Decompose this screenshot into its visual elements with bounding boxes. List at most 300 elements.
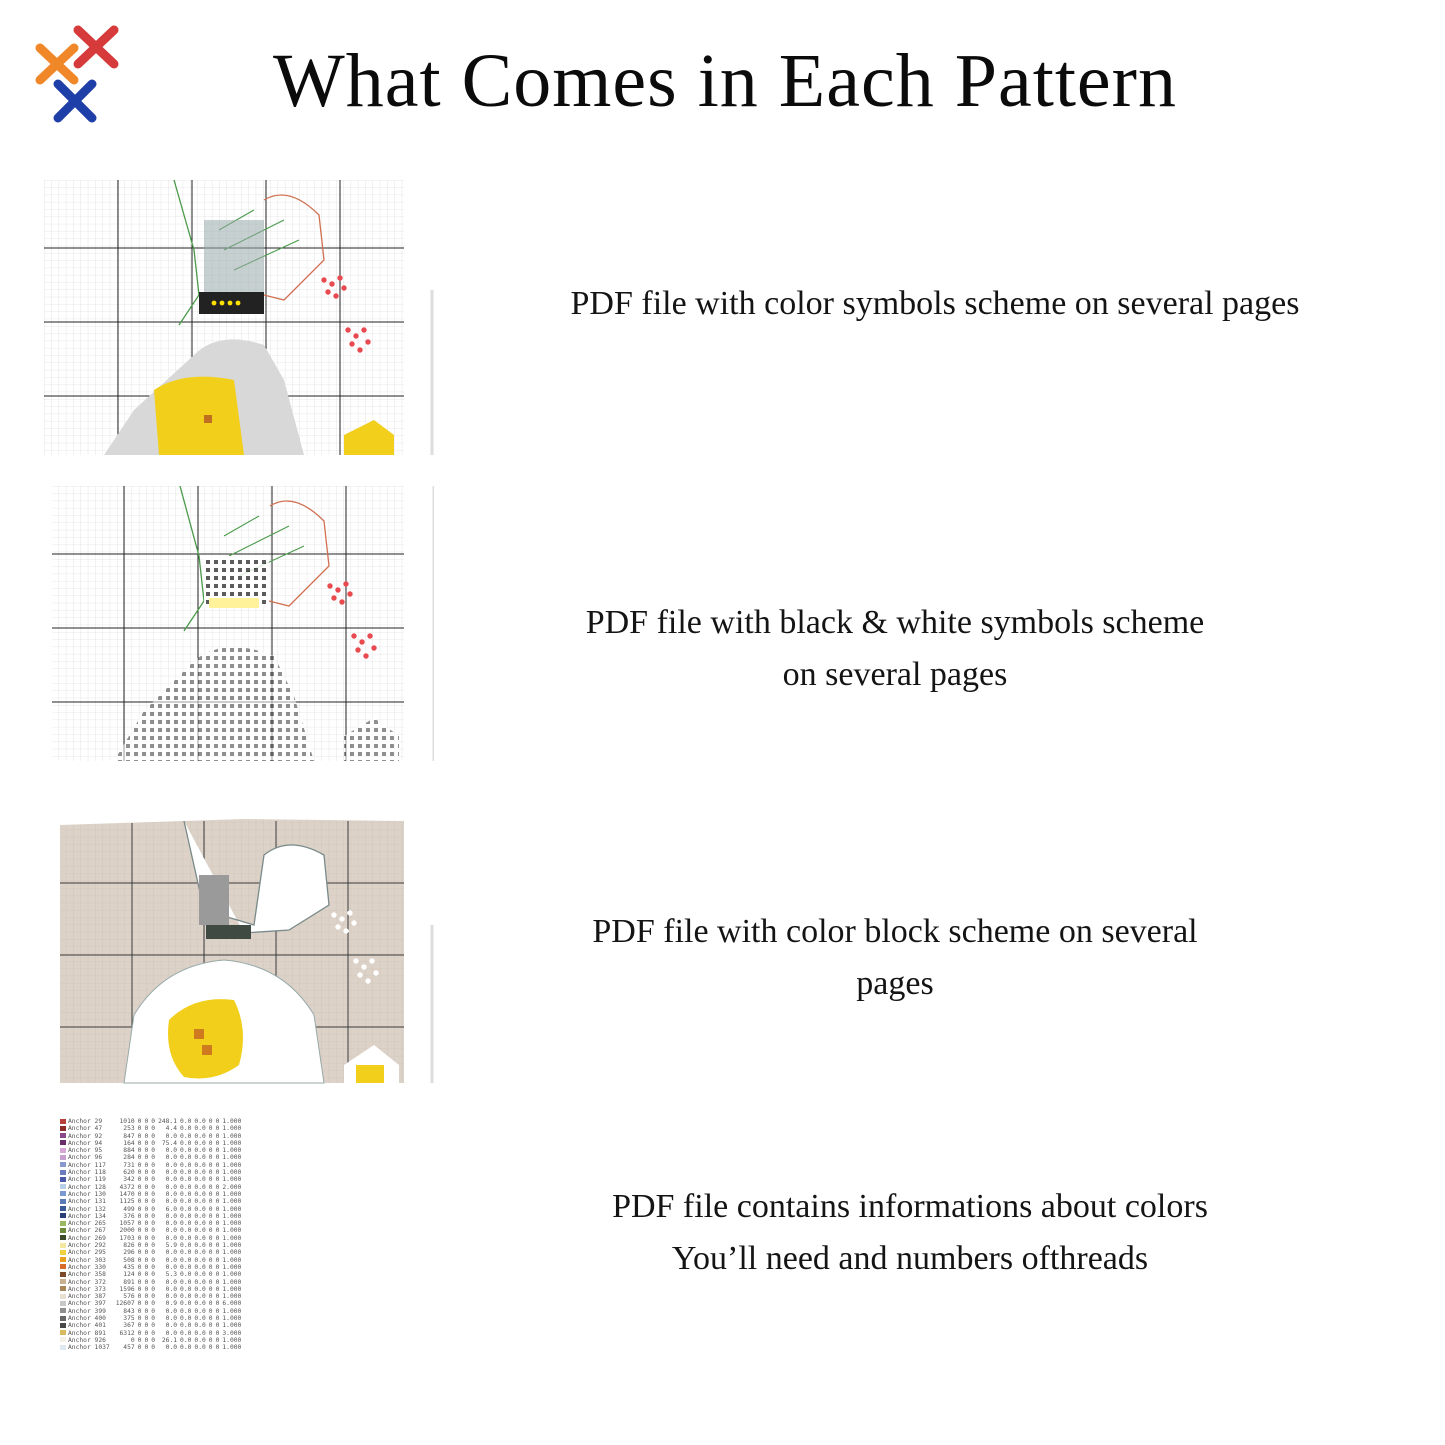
color-swatch (60, 1170, 66, 1175)
table-cell: 0 (144, 1307, 149, 1315)
table-cell: 508 (123, 1256, 135, 1264)
table-cell: 0 (137, 1307, 142, 1315)
table-cell: 0 (144, 1285, 149, 1293)
table-cell: 0 (151, 1329, 156, 1337)
table-cell: Anchor 269 (68, 1234, 106, 1242)
table-cell: 0 (208, 1212, 213, 1220)
table-cell: 1.000 (222, 1139, 242, 1147)
swatch-cell (60, 1279, 68, 1286)
swatch-cell (60, 1242, 68, 1249)
table-row (60, 1322, 244, 1329)
table-cell: 0 (215, 1154, 220, 1162)
table-cell: 0 (208, 1278, 213, 1286)
table-row (60, 1315, 244, 1322)
table-cell: 499 (123, 1205, 135, 1213)
table-cell: 0 (208, 1227, 213, 1235)
color-swatch (60, 1243, 66, 1248)
table-cell: 0 (137, 1154, 142, 1162)
color-swatch (60, 1162, 66, 1167)
color-swatch (60, 1272, 66, 1277)
table-cell: 0 (151, 1271, 156, 1279)
swatch-cell (60, 1220, 68, 1227)
table-cell: 6.0 (165, 1205, 178, 1213)
table-row (60, 1169, 244, 1176)
color-swatch (60, 1323, 66, 1328)
table-cell: 0.0 (180, 1190, 192, 1198)
table-cell: 0.0 (180, 1344, 192, 1352)
table-cell: 0 (215, 1285, 220, 1293)
table-cell: 0 (215, 1300, 220, 1308)
table-cell: 1.000 (222, 1220, 242, 1228)
table-cell: 0 (208, 1256, 213, 1264)
color-block-preview (44, 815, 434, 1090)
table-cell: 0 (137, 1220, 142, 1228)
table-cell: 0 (137, 1234, 142, 1242)
table-cell: 1703 (119, 1234, 135, 1242)
table-cell: 1.000 (222, 1278, 242, 1286)
swatch-cell (60, 1154, 68, 1161)
table-cell: 0.0 (180, 1139, 192, 1147)
table-cell: 0 (215, 1336, 220, 1344)
table-cell: 0 (215, 1198, 220, 1206)
table-cell: 0 (215, 1249, 220, 1257)
caption-color-block: PDF file with color block scheme on several pages (592, 913, 1198, 1002)
table-cell: 0 (137, 1212, 142, 1220)
table-cell: 0.0 (194, 1132, 206, 1140)
table-cell: 1.000 (222, 1154, 242, 1162)
table-row (60, 1220, 244, 1227)
table-cell: 891 (123, 1278, 135, 1286)
table-cell: 0.0 (194, 1154, 206, 1162)
table-cell: 0.0 (165, 1307, 178, 1315)
table-row (60, 1286, 244, 1293)
table-cell: Anchor 47 (68, 1125, 103, 1133)
table-cell: Anchor 295 (68, 1249, 106, 1257)
table-cell: 0.0 (180, 1227, 192, 1235)
table-cell: 0 (208, 1322, 213, 1330)
table-cell: 0 (137, 1271, 142, 1279)
table-cell: 0 (144, 1293, 149, 1301)
table-cell: 1.000 (222, 1161, 242, 1169)
table-cell: 0.0 (180, 1212, 192, 1220)
table-cell: 4.4 (165, 1125, 178, 1133)
table-cell: 124 (123, 1271, 135, 1279)
table-cell: 0.0 (180, 1293, 192, 1301)
color-swatch (60, 1119, 66, 1124)
table-cell: 1.000 (222, 1249, 242, 1257)
swatch-cell (60, 1300, 68, 1307)
table-cell: 0 (208, 1147, 213, 1155)
table-cell: 0.0 (165, 1293, 178, 1301)
swatch-cell (60, 1162, 68, 1169)
color-swatch (60, 1257, 66, 1262)
table-cell: 847 (123, 1132, 135, 1140)
color-swatch (60, 1213, 66, 1218)
table-cell: 0.0 (180, 1329, 192, 1337)
table-row (60, 1133, 244, 1140)
table-cell: 0.0 (180, 1322, 192, 1330)
table-cell: 375 (123, 1315, 135, 1323)
table-cell: 0.0 (180, 1205, 192, 1213)
table-cell: 0 (144, 1125, 149, 1133)
table-cell: 0 (208, 1139, 213, 1147)
table-cell: 0 (151, 1336, 156, 1344)
table-cell: 1.000 (222, 1169, 242, 1177)
table-cell: 1470 (119, 1190, 135, 1198)
table-cell: 0 (215, 1183, 220, 1191)
table-cell: Anchor 400 (68, 1315, 106, 1323)
table-cell: 0 (208, 1176, 213, 1184)
table-cell: Anchor 119 (68, 1176, 106, 1184)
table-cell: Anchor 926 (68, 1336, 106, 1344)
swatch-cell (60, 1176, 68, 1183)
table-cell: 0.0 (165, 1154, 178, 1162)
table-cell: 0.0 (165, 1256, 178, 1264)
table-cell: 576 (123, 1293, 135, 1301)
table-cell: 0.0 (194, 1336, 206, 1344)
swatch-cell (60, 1235, 68, 1242)
table-cell: 0 (208, 1249, 213, 1257)
table-cell: 1.000 (222, 1125, 242, 1133)
table-cell: 253 (123, 1125, 135, 1133)
table-cell: 1.000 (222, 1285, 242, 1293)
table-cell: 0 (151, 1118, 156, 1125)
swatch-cell (60, 1206, 68, 1213)
table-cell: 0 (137, 1169, 142, 1177)
table-cell: 0 (208, 1329, 213, 1337)
table-cell: Anchor 118 (68, 1169, 106, 1177)
table-cell: 0 (151, 1220, 156, 1228)
table-cell: 0.0 (165, 1132, 178, 1140)
table-cell: 0 (151, 1278, 156, 1286)
table-cell: 0 (144, 1220, 149, 1228)
color-swatch (60, 1337, 66, 1342)
swatch-cell (60, 1271, 68, 1278)
table-cell: 0 (144, 1169, 149, 1177)
bw-symbols-preview (44, 486, 434, 761)
table-cell: 0 (144, 1300, 149, 1308)
table-cell: 884 (123, 1147, 135, 1155)
swatch-cell (60, 1118, 68, 1125)
table-cell: 0.0 (180, 1271, 192, 1279)
table-cell: 0 (208, 1125, 213, 1133)
table-cell: Anchor 128 (68, 1183, 106, 1191)
table-cell: 0 (215, 1190, 220, 1198)
table-cell: 0.0 (180, 1300, 192, 1308)
table-cell: 0 (215, 1234, 220, 1242)
swatch-cell (60, 1125, 68, 1132)
swatch-cell (60, 1286, 68, 1293)
swatch-cell (60, 1257, 68, 1264)
table-cell: 0 (208, 1183, 213, 1191)
table-cell: 0 (208, 1169, 213, 1177)
table-cell: 0 (208, 1242, 213, 1250)
table-cell: 367 (123, 1322, 135, 1330)
table-cell: 0.0 (180, 1278, 192, 1286)
table-row (60, 1184, 244, 1191)
table-cell: 1.000 (222, 1263, 242, 1271)
table-cell: 0 (144, 1234, 149, 1242)
table-cell: 0 (151, 1169, 156, 1177)
table-cell: 0.0 (194, 1198, 206, 1206)
table-cell: Anchor 330 (68, 1263, 106, 1271)
table-cell: 0 (215, 1205, 220, 1213)
table-cell: 0.0 (194, 1322, 206, 1330)
table-cell: 0 (215, 1161, 220, 1169)
table-cell: 0.0 (165, 1169, 178, 1177)
table-cell: 0.0 (165, 1212, 178, 1220)
thread-table (60, 1118, 244, 1352)
table-cell: 0 (215, 1256, 220, 1264)
table-cell: 0 (208, 1263, 213, 1271)
color-swatch (60, 1235, 66, 1240)
table-cell: 0 (215, 1169, 220, 1177)
table-cell: 1125 (119, 1198, 135, 1206)
table-cell: Anchor 1037 (68, 1344, 110, 1352)
table-cell: 0 (137, 1315, 142, 1323)
table-cell: 1.000 (222, 1315, 242, 1323)
table-cell: 0 (151, 1139, 156, 1147)
table-cell: Anchor 94 (68, 1139, 103, 1147)
table-cell: 0.0 (180, 1336, 192, 1344)
swatch-cell (60, 1249, 68, 1256)
table-cell: 0 (208, 1161, 213, 1169)
table-cell: 0 (137, 1183, 142, 1191)
table-cell: 0.0 (194, 1176, 206, 1184)
table-cell: 0 (144, 1315, 149, 1323)
table-cell: 0.0 (180, 1220, 192, 1228)
table-cell: 0.0 (194, 1307, 206, 1315)
table-cell: 0 (151, 1300, 156, 1308)
swatch-cell (60, 1330, 68, 1337)
table-cell: 0 (208, 1234, 213, 1242)
table-cell: 0 (151, 1161, 156, 1169)
table-cell: 0.0 (165, 1190, 178, 1198)
color-swatch (60, 1250, 66, 1255)
table-cell: 0.0 (180, 1154, 192, 1162)
table-cell: 12607 (115, 1300, 135, 1308)
table-cell: 0 (208, 1293, 213, 1301)
table-row (60, 1213, 244, 1220)
table-cell: 0 (151, 1234, 156, 1242)
table-cell: 0 (137, 1322, 142, 1330)
table-cell: 6312 (119, 1329, 135, 1337)
table-cell: 0 (144, 1183, 149, 1191)
table-cell: 0 (208, 1132, 213, 1140)
table-cell: 0 (215, 1118, 220, 1125)
table-cell: 1.000 (222, 1242, 242, 1250)
color-swatch (60, 1133, 66, 1138)
color-swatch (60, 1316, 66, 1321)
table-cell: 0 (215, 1220, 220, 1228)
table-cell: 0 (208, 1154, 213, 1162)
table-cell: 75.4 (161, 1139, 178, 1147)
table-cell: 2000 (119, 1227, 135, 1235)
table-row (60, 1118, 244, 1125)
table-cell: 435 (123, 1263, 135, 1271)
table-row (60, 1198, 244, 1205)
logo-icon (34, 22, 124, 126)
table-cell: 0.0 (165, 1329, 178, 1337)
table-cell: 620 (123, 1169, 135, 1177)
table-cell: Anchor 267 (68, 1227, 106, 1235)
table-row (60, 1271, 244, 1278)
table-cell: 0.0 (165, 1234, 178, 1242)
table-cell: 0 (151, 1263, 156, 1271)
table-cell: 0 (151, 1198, 156, 1206)
table-cell: 0.0 (194, 1263, 206, 1271)
table-cell: 0 (137, 1161, 142, 1169)
table-cell: 2.000 (222, 1183, 242, 1191)
table-cell: Anchor 265 (68, 1220, 106, 1228)
table-cell: 26.1 (161, 1336, 178, 1344)
color-swatch (60, 1330, 66, 1335)
table-cell: 0.0 (194, 1147, 206, 1155)
table-cell: 0.9 (165, 1300, 178, 1308)
table-cell: 0.0 (180, 1118, 192, 1125)
table-cell: Anchor 29 (68, 1118, 103, 1125)
table-row (60, 1330, 244, 1337)
table-cell: Anchor 134 (68, 1212, 106, 1220)
table-cell: 0 (137, 1329, 142, 1337)
table-cell: 0.0 (165, 1315, 178, 1323)
table-cell: 0.0 (194, 1344, 206, 1352)
table-cell: Anchor 401 (68, 1322, 106, 1330)
swatch-cell (60, 1322, 68, 1329)
table-cell: 0 (151, 1205, 156, 1213)
table-cell: 0 (215, 1125, 220, 1133)
table-cell: 0.0 (194, 1249, 206, 1257)
table-cell: 0 (215, 1307, 220, 1315)
table-cell: 1.000 (222, 1205, 242, 1213)
table-cell: 0 (137, 1190, 142, 1198)
table-cell: 0 (151, 1190, 156, 1198)
table-cell: Anchor 95 (68, 1147, 103, 1155)
table-cell: 0 (144, 1249, 149, 1257)
swatch-cell (60, 1308, 68, 1315)
table-cell: 4372 (119, 1183, 135, 1191)
table-cell: 1.000 (222, 1344, 242, 1352)
table-cell: 0.0 (194, 1315, 206, 1323)
thread-color-table (60, 1118, 432, 1354)
table-cell: 0 (208, 1336, 213, 1344)
table-cell: 0 (144, 1271, 149, 1279)
table-cell: 0.0 (180, 1234, 192, 1242)
table-cell: 0 (208, 1307, 213, 1315)
table-cell: 0 (144, 1118, 149, 1125)
table-row (60, 1300, 244, 1307)
table-cell: 0 (151, 1293, 156, 1301)
table-row (60, 1264, 244, 1271)
table-cell: 0.0 (194, 1205, 206, 1213)
table-cell: 0 (137, 1118, 142, 1125)
table-cell: 0 (151, 1344, 156, 1352)
table-cell: 0.0 (165, 1285, 178, 1293)
table-cell: 0 (151, 1147, 156, 1155)
table-cell: 0.0 (165, 1198, 178, 1206)
table-cell: 0.0 (194, 1190, 206, 1198)
table-cell: 0 (208, 1300, 213, 1308)
table-cell: 0 (151, 1322, 156, 1330)
color-swatch (60, 1126, 66, 1131)
table-cell: 0 (137, 1285, 142, 1293)
table-cell: 0 (144, 1344, 149, 1352)
table-cell: 284 (123, 1154, 135, 1162)
table-row (60, 1279, 244, 1286)
table-cell: 0.0 (194, 1161, 206, 1169)
table-cell: 0 (215, 1147, 220, 1155)
table-cell: 0 (144, 1161, 149, 1169)
table-row (60, 1140, 244, 1147)
swatch-cell (60, 1344, 68, 1351)
table-cell: 0 (137, 1249, 142, 1257)
table-cell: 0 (215, 1212, 220, 1220)
table-cell: 1010 (119, 1118, 135, 1125)
table-cell: 0.0 (180, 1161, 192, 1169)
table-cell: 0.0 (165, 1147, 178, 1155)
table-cell: Anchor 131 (68, 1198, 106, 1206)
color-symbols-preview (44, 180, 434, 455)
swatch-cell (60, 1184, 68, 1191)
table-cell: 0.0 (194, 1329, 206, 1337)
table-cell: 0.0 (194, 1242, 206, 1250)
table-cell: 0.0 (194, 1139, 206, 1147)
page-title: What Comes in Each Pattern (273, 39, 1177, 123)
color-swatch (60, 1279, 66, 1284)
table-cell: 1.000 (222, 1132, 242, 1140)
swatch-cell (60, 1264, 68, 1271)
table-cell: 0 (144, 1198, 149, 1206)
color-swatch (60, 1294, 66, 1299)
table-cell: 0 (215, 1227, 220, 1235)
table-cell: 0 (208, 1344, 213, 1352)
table-cell: 0.0 (180, 1176, 192, 1184)
table-cell: 0.0 (194, 1256, 206, 1264)
table-cell: 0 (144, 1329, 149, 1337)
table-cell: 0 (208, 1190, 213, 1198)
swatch-cell (60, 1213, 68, 1220)
table-cell: 0.0 (194, 1285, 206, 1293)
table-cell: 1.000 (222, 1271, 242, 1279)
table-cell: 0 (215, 1329, 220, 1337)
table-cell: Anchor 130 (68, 1190, 106, 1198)
table-cell: 0 (144, 1242, 149, 1250)
swatch-cell (60, 1191, 68, 1198)
table-cell: 0.0 (194, 1169, 206, 1177)
color-swatch (60, 1155, 66, 1160)
caption-color-symbols: PDF file with color symbols scheme on several pages (570, 285, 1300, 322)
swatch-cell (60, 1315, 68, 1322)
table-cell: 0 (151, 1183, 156, 1191)
table-row (60, 1176, 244, 1183)
table-row (60, 1344, 244, 1351)
caption-color-info: PDF file contains informations about colors You’ll need and numbers ofthreads (612, 1188, 1208, 1277)
color-swatch (60, 1191, 66, 1196)
table-cell: 376 (123, 1212, 135, 1220)
table-cell: 0.0 (180, 1263, 192, 1271)
table-cell: 1.000 (222, 1212, 242, 1220)
table-cell: 0.0 (165, 1227, 178, 1235)
table-cell: 1.000 (222, 1190, 242, 1198)
table-cell: 0.0 (180, 1125, 192, 1133)
table-cell: 0 (208, 1205, 213, 1213)
table-cell: 843 (123, 1307, 135, 1315)
table-cell: 0 (137, 1132, 142, 1140)
table-cell: 296 (123, 1249, 135, 1257)
table-cell: 0.0 (194, 1220, 206, 1228)
table-row (60, 1257, 244, 1264)
table-cell: 0.0 (194, 1293, 206, 1301)
